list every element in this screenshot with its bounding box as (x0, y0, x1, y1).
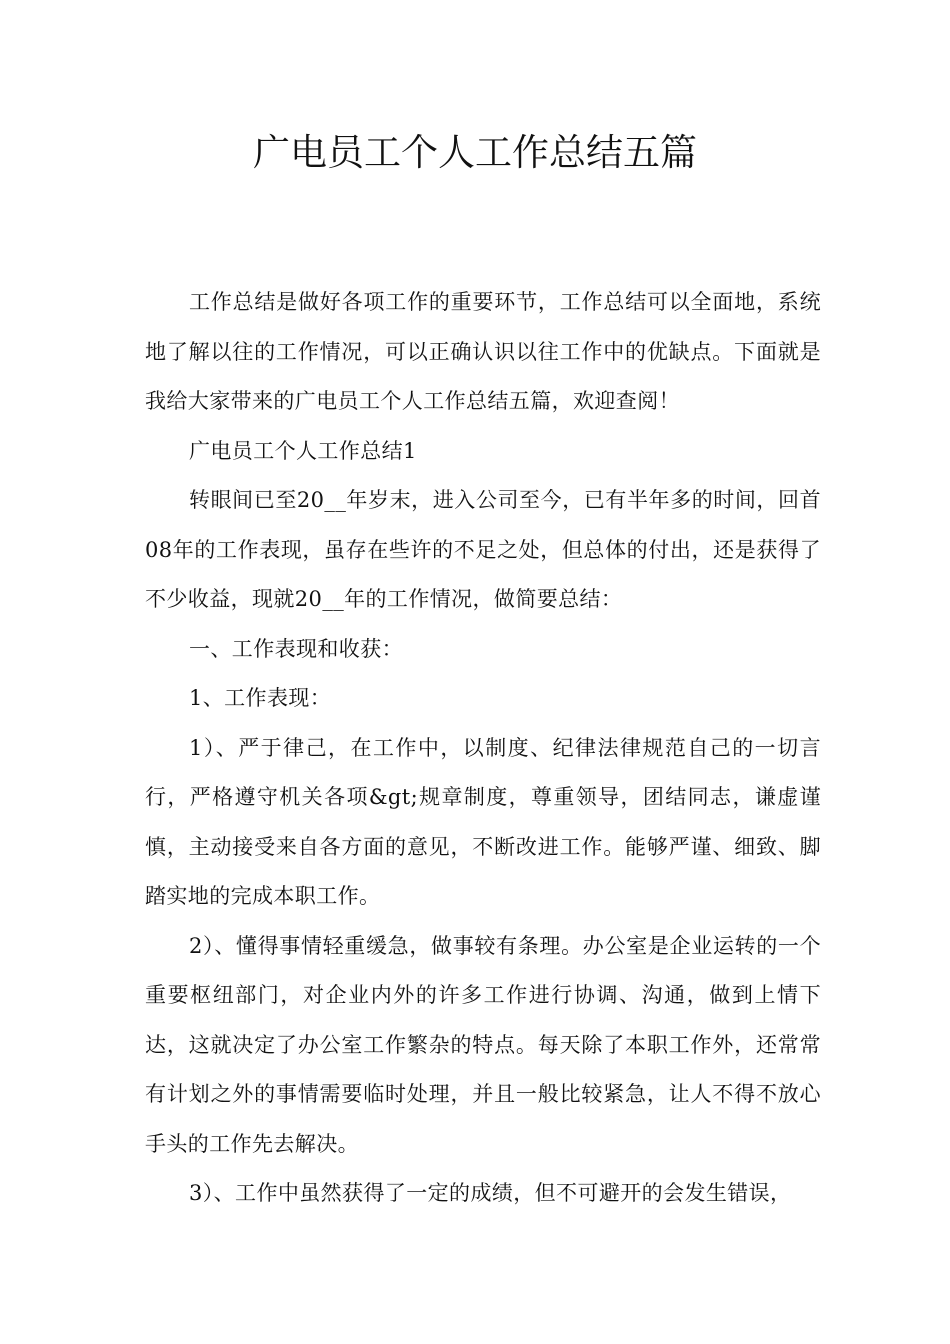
paragraph-item-1: 1）、严于律己，在工作中，以制度、纪律法律规范自己的一切言行，严格遵守机关各项&gt;规章制度，尊重领导，团结同志，谦虚谨慎，主动接受来自各方面的意见，不断改进工作。能够严谨、细致、脚踏实地的完成本职工作。 (145, 735, 821, 908)
subsection-heading-work-performance: 1、工作表现： (189, 686, 332, 710)
paragraph-overview: 转眼间已至20__年岁末，进入公司至今，已有半年多的时间，回首08年的工作表现，虽存在些许的不足之处，但总体的付出，还是获得了不少收益，现就20__年的工作情况，做简要总结： (145, 488, 821, 611)
paragraph-item-3: 3）、工作中虽然获得了一定的成绩，但不可避开的会发生错误， (189, 1181, 792, 1205)
section-heading-performance: 一、工作表现和收获： (189, 636, 403, 661)
document-body (145, 278, 821, 1219)
document-title: 广电员工个人工作总结五篇 (253, 131, 697, 174)
section-heading-summary-1: 广电员工个人工作总结1 (189, 438, 417, 463)
paragraph-intro: 工作总结是做好各项工作的重要环节，工作总结可以全面地，系统地了解以往的工作情况，可以正确认识以往工作中的优缺点。下面就是我给大家带来的广电员工个人工作总结五篇，欢迎查阅！ (145, 290, 821, 413)
paragraph-item-2: 2）、懂得事情轻重缓急，做事较有条理。办公室是企业运转的一个重要枢纽部门，对企业内外的许多工作进行协调、沟通，做到上情下达，这就决定了办公室工作繁杂的特点。每天除了本职工作外，还常常有计划之外的事情需要临时处理，并且一般比较紧急，让人不得不放心手头的工作先去解决。 (145, 933, 821, 1156)
